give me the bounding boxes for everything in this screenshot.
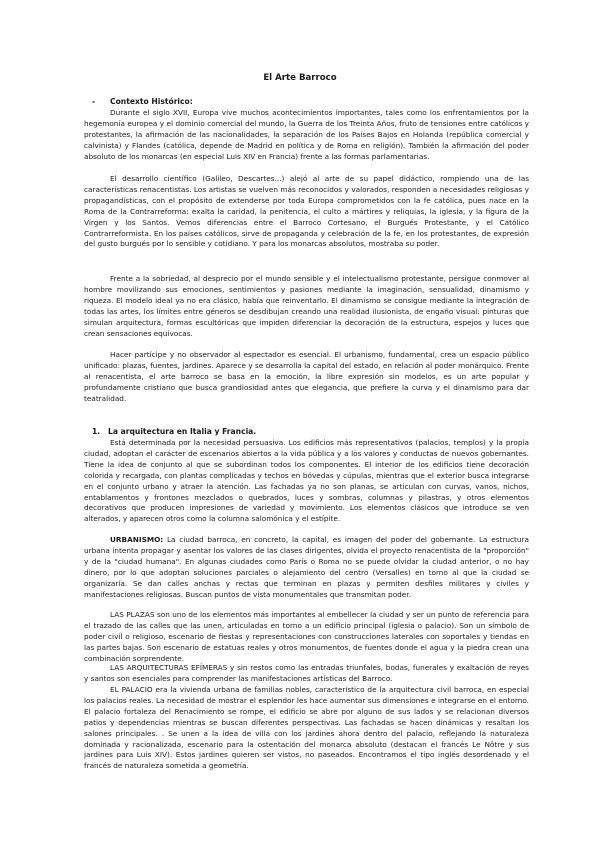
paragraph-context-4: Hacer partícipe y no observador al espectador es esencial. El urbanismo, fundamental, crea un espacio público unificado: plazas, fuentes, jardines. Aparece y se desarrolla la capital del estado, en relación al poder monárquico. Frente al renacentista, el arte barroco se basa en la emoción, la libre expresión sin modelos, es un arte popular y profundamente cristiano que busca grandiosidad antes que elegancia, que prefiere la curva y el dinamismo para dar teatralidad. (84, 350, 529, 403)
paragraph-context-3: Frente a la sobriedad, al desprecio por el mundo sensible y el intelectualismo protestante, persigue conmover al hombre movilizando sus emociones, sentimientos y pasiones mediante la imaginación, sensualidad, dinamismo y riqueza. El modelo ideal ya no era clásico, había que reinventarlo. El dinamismo se consigue mediante la integración de todas las artes, los límites entre géneros se desdibujan creando una realidad ilusionista, de engaño visual: pinturas que simulan arquitectura, formas escultóricas que impiden diferenciar la decoración de la estructura, espejos y luces que crean sensaciones equívocas. (84, 274, 529, 338)
paragraph-context-2: El desarrollo científico (Galileo, Descartes...) alejó al arte de su papel didáctico, rompiendo una de las características renacentistas. Los artistas se vuelven más reconocidos y valorados, responden a necesidades religiosas y propagandísticas, con el propósito de extenderse por toda Europa comprometidos con la fe católica, pues nace en la Roma de la Contrarreforma: exalta la caridad, la penitencia, el culto a mártires y reliquias, la iglesia, y la figura de la Virgen y los Santos. Vemos diferencias entre el Barroco Cortesano, el Burgués Protestante, y el Católico Contrarreformista. En los países católicos, sirve de propaganda y celebración de la fe, en los protestantes, de expresión del gusto burgués por lo sensible y cotidiano. Y para los monarcas absolutos, mostraba su poder. (84, 174, 529, 249)
paragraph-arquitecturas-efimeras: LAS ARQUITECTURAS EFÍMERAS y sin restos como las entradas triunfales, bodas, funerales y exaltación de reyes y santos son esenciales para comprender las manifestaciones artísticas del Barroco. (84, 663, 529, 683)
section-heading-text: Contexto Histórico: (110, 97, 193, 106)
section-heading-contexto (92, 97, 193, 108)
paragraph-plazas: LAS PLAZAS son uno de los elementos más importantes al embellecer la ciudad y ser un punto de referencia para el trazado de las calles que las unen, articuladas en torno a un edificio principal (iglesia o palacio). Son un símbolo de poder civil o religioso, escenario de fiestas y representaciones con construcciones laterales con soportales y tiendas en las partes bajas. Son escenario de estatuas reales y otros monumentos, de fuentes donde el agua y la piedra crean una combinación sorprendente. (84, 610, 529, 663)
bullet-marker: - (92, 97, 96, 106)
section-heading-arquitectura (92, 427, 256, 438)
urbanismo-label: URBANISMO: (110, 535, 164, 544)
section-number: 1. (92, 427, 101, 436)
paragraph-context-1: Durante el siglo XVII, Europa vive muchos acontecimientos importantes, tales como los enfrentamientos por la hegemonía europea y el dominio comercial del mundo, la Guerra de los Treinta Años, fruto de tensiones entre católicos y protestantes, la afirmación de las nacionalidades, la separación de los Países Bajos en Holanda (república comercial y calvinista) y Flandes (católica, depende de Madrid en política y de Roma en religión). También la afirmación del poder absoluto de los monarcas (en especial Luis XIV en Francia) frente a las formas parlamentarias. (84, 108, 529, 161)
paragraph-arquitectura: Está determinada por la necesidad persuasiva. Los edificios más representativos (palacios, templos) y la propia ciudad, adoptan el carácter de escenarios abiertos a la vida pública y a los valores y conductas de nuevos gobernantes. Tiene la idea de conjunto al que se subordinan todos los componentes. El interior de los edificios tiene decoración colorida y recargada, con plantas complicadas y techos en bóvedas y cúpulas, mientras que el exterior busca integrarse en el conjunto urbano y atraer la atención. Las fachadas ya no son planas, se articulan con curvas, vanos, nichos, entablamentos y frontones mezclados o quebrados, luces y sombras, columnas y pilastras, y otros elementos decorativos que producen impresiones de variedad y movimiento. Los elementos clásicos que introduce se ven alterados, y aparecen otros como la columna salomónica y el estípite. (84, 438, 529, 524)
section-heading-text: La arquitectura en Italia y Francia. (108, 427, 257, 436)
document-title: El Arte Barroco (263, 73, 337, 83)
urbanismo-text: La ciudad barroca, en concreto, la capital, es imagen del poder del gobernante. La estructura urbana intenta propagar y asentar los valores de las clases dirigentes, olvida el proyecto renacentista de la "proporción" y de la "ciudad humana". En algunas ciudades como París o Roma no se puede olvidar la ciudad anterior, o no hay dinero, por lo que adoptan soluciones parciales o alejamiento del centro (Versalles) en torno al que la ciudad se organizaría. Se dan calles anchas y rectas que terminan en plazas y permiten desfiles militares y civiles y manifestaciones religiosas. Buscan puntos de vista monumentales que transmitan poder. (84, 535, 529, 599)
paragraph-urbanismo (84, 535, 529, 600)
paragraph-palacio: EL PALACIO era la vivienda urbana de familias nobles, característico de la arquitectura civil barroca, en especial los palacios reales. La necesidad de mostrar el esplendor les hace aumentar sus dimensiones e integrarse en el entorno. El palacio fortaleza del Renacimiento se rompe, el edificio se abre por alguno de sus lados y se relacionan diversos patios y dependencias mientras se buscan diferentes perspectivas. Las fachadas se hacen dinámicas y resaltan los salones principales. . Se unen a la idea de villa con los jardines ahora dentro del palacio, reflejando la naturaleza dominada y racionalizada, escenario para la ostentación del monarca absoluto (destacan el francés Le Nôtre y sus jardines para Luis XIV). Estos jardines quieren ser vistos, no paseados. Encontramos el tipo inglés desordenado y el francés de naturaleza sometida a geometría. (84, 685, 529, 771)
